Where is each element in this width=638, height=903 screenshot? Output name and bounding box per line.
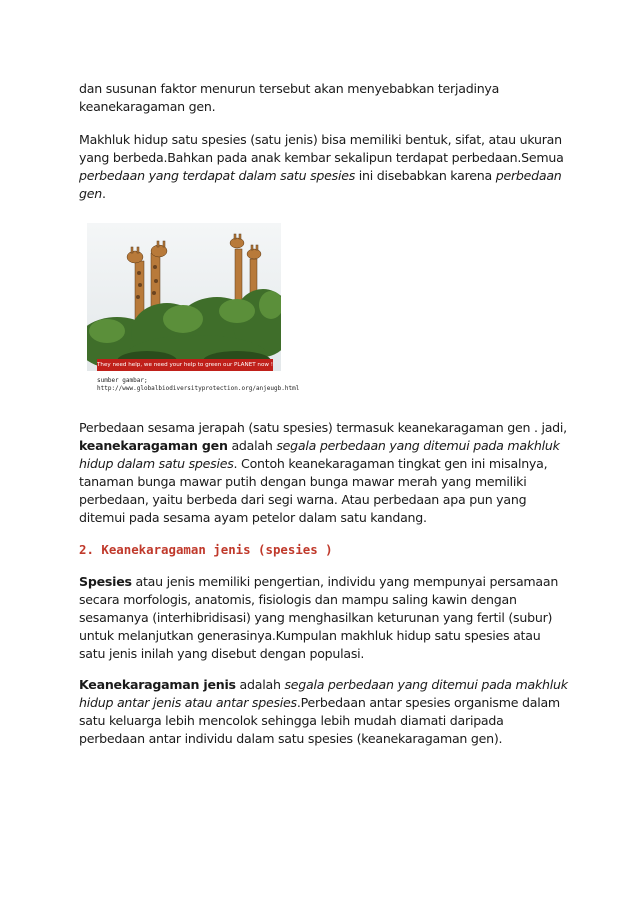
paragraph-text: ini disebabkan karena [355,168,496,183]
paragraph-species-definition [79,573,569,663]
paragraph-giraffe-example [79,419,569,527]
image-source-label: sumber gambar; [97,377,148,384]
italic-phrase: perbedaan gen [79,168,562,201]
document-page [79,80,569,761]
paragraph-text: Perbedaan sesama jerapah (satu spesies) termasuk keanekaragaman gen . jadi, [79,420,567,435]
paragraph-text: adalah [235,677,285,692]
bold-term: Keanekaragaman jenis [79,677,236,692]
paragraph-text: . Contoh keanekaragaman tingkat gen ini misalnya, tanaman bunga mawar putih dengan bunga mawar merah yang memiliki perbedaan, yaitu berbeda dari segi warna. Atau perbedaan apa pun yang ditemui pada sesama ayam petelor dalam satu kandang. [79,456,548,525]
section-heading: 2. Keanekaragaman jenis (spesies ) [79,542,333,557]
paragraph-text: .Perbedaan antar spesies organisme dalam satu keluarga lebih mencolok sehingga lebih mudah diamati daripada perbedaan antar individu dalam satu spesies (keanekaragaman gen). [79,695,560,746]
photo-caption-banner: They need help, we need your help to green our PLANET now ! [97,359,273,371]
bold-term: Spesies [79,574,132,589]
paragraph-genetic-factors [79,80,569,116]
paragraph-species-variation [79,131,569,203]
image-source [97,377,299,393]
italic-phrase: segala perbedaan yang ditemui pada makhluk hidup antar jenis atau antar spesies [79,677,568,710]
paragraph-text: atau jenis memiliki pengertian, individu yang mempunyai persamaan secara morfologis, anatomis, fisiologis dan mampu saling kawin dengan sesamanya (interhibridisasi) yang menghasilkan keturunan yang fertil (subur) untuk melanjutkan generasinya.Kumpulan makhluk hidup satu spesies atau satu jenis inilah yang disebut dengan populasi. [79,574,559,661]
image-source-url[interactable]: http://www.globalbiodiversityprotection.org/anjeugb.html [97,385,300,392]
italic-phrase: segala perbedaan yang ditemui pada makhluk hidup dalam satu spesies [79,438,560,471]
paragraph-species-diversity [79,676,569,748]
paragraph-text: Makhluk hidup satu spesies (satu jenis) bisa memiliki bentuk, sifat, atau ukuran yang berbeda.Bahkan pada anak kembar sekalipun terdapat perbedaan.Semua [79,132,564,165]
paragraph-text: adalah [227,438,277,453]
paragraph-text: dan susunan faktor menurun tersebut akan menyebabkan terjadinya keanekaragaman gen. [79,81,500,114]
paragraph-text: . [101,186,106,201]
giraffe-figure [87,223,300,401]
italic-phrase: perbedaan yang terdapat dalam satu spesies [79,168,356,183]
bold-term: keanekaragaman gen [79,438,228,453]
giraffe-photo [87,223,281,371]
